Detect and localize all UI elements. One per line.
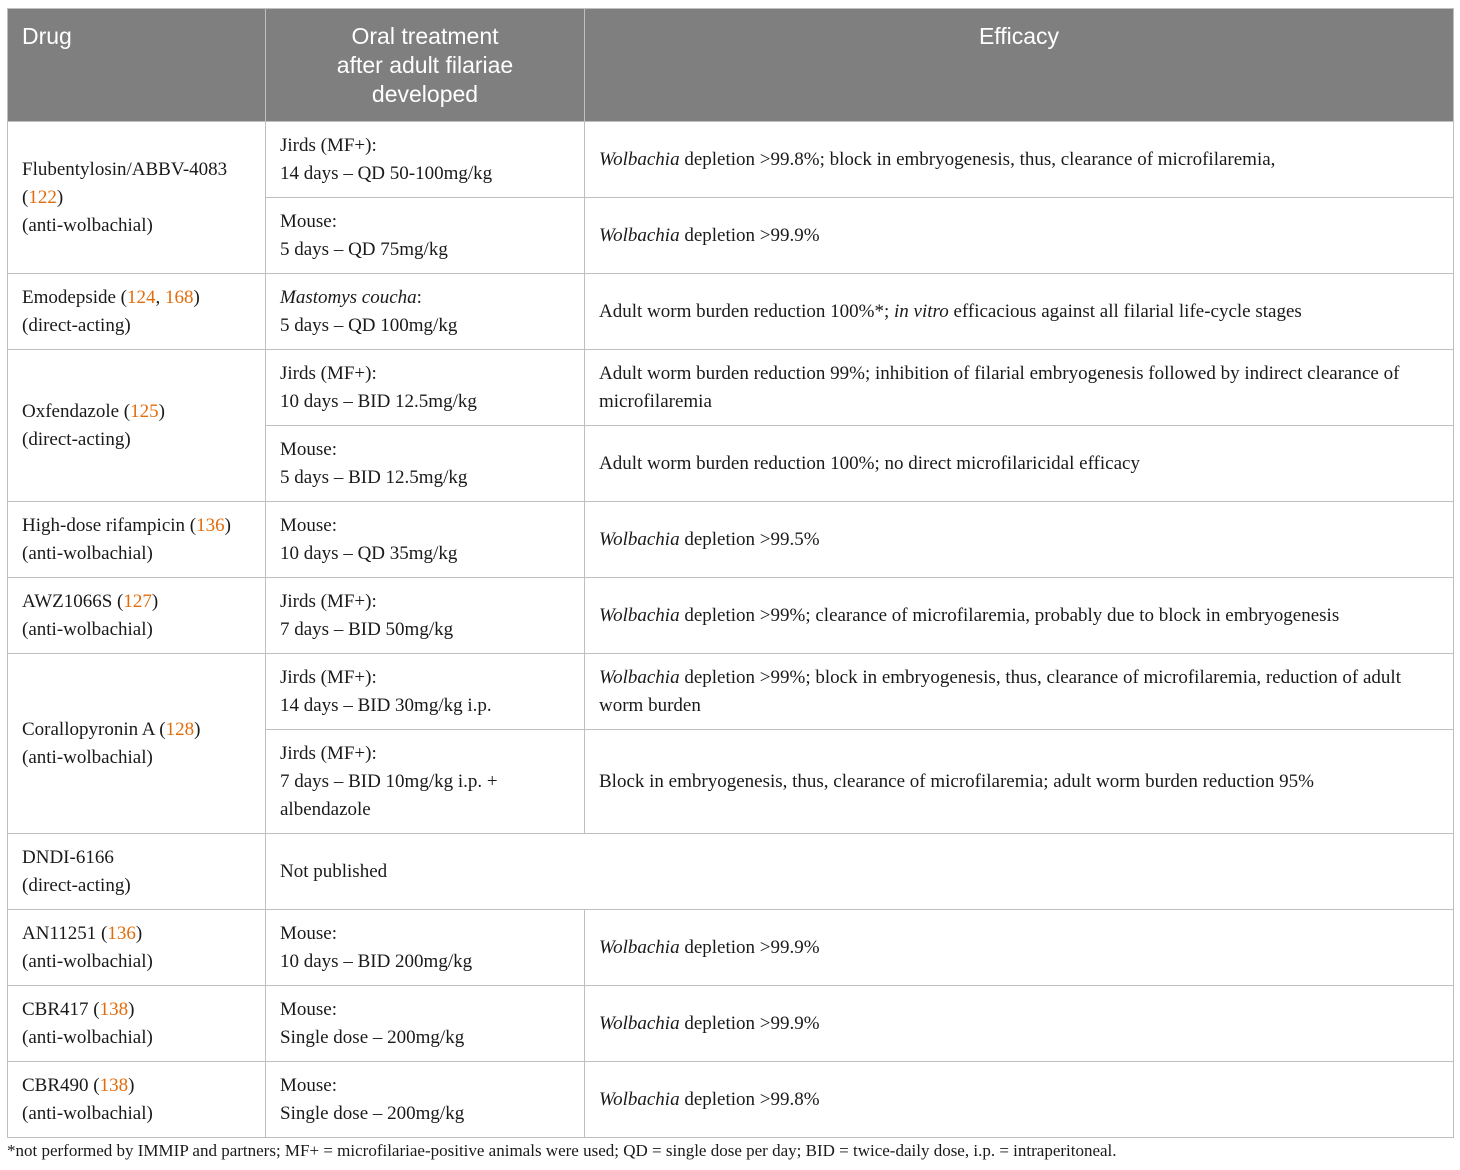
efficacy-cell: Wolbachia depletion >99%; block in embryogenesis, thus, clearance of microfilaremia, reduction of adult worm burden [585,654,1454,730]
treatment-model: Mouse: [280,1074,337,1096]
efficacy-cell: Wolbachia depletion >99.9% [585,986,1454,1062]
not-published-cell: Not published [266,834,1454,910]
drug-class: (anti-wolbachial) [22,618,153,640]
drug-name: AWZ1066S (127) [22,590,159,612]
treatment-model: Jirds (MF+): [280,742,377,764]
treatment-dose: 5 days – QD 75mg/kg [280,238,448,260]
efficacy-cell: Adult worm burden reduction 100%; no direct microfilaricidal efficacy [585,426,1454,502]
drug-name: Corallopyronin A (128) [22,718,201,740]
treatment-dose: Single dose – 200mg/kg [280,1026,465,1048]
drug-name: DNDI-6166 [22,846,114,868]
treatment-cell [266,654,585,730]
drug-class: (direct-acting) [22,428,131,450]
efficacy-cell: Wolbachia depletion >99.9% [585,198,1454,274]
table-row [8,986,1454,1062]
reference-link[interactable]: 125 [130,400,159,422]
drug-cell [8,1062,266,1138]
treatment-model: Mouse: [280,210,337,232]
drug-table-container [7,8,1453,1138]
header-oral-line: Oral treatment [351,23,499,49]
treatment-dose: 5 days – QD 100mg/kg [280,314,458,336]
efficacy-cell: Wolbachia depletion >99.8% [585,1062,1454,1138]
reference-link[interactable]: 122 [28,186,57,208]
reference-link[interactable]: 128 [165,718,195,740]
treatment-model: Jirds (MF+): [280,362,377,384]
treatment-model: Mastomys coucha: [280,286,422,308]
table-row [8,350,1454,426]
treatment-cell [266,910,585,986]
treatment-dose: 7 days – BID 10mg/kg i.p. + [280,770,498,792]
treatment-cell [266,274,585,350]
treatment-model: Mouse: [280,998,337,1020]
efficacy-cell: Wolbachia depletion >99.9% [585,910,1454,986]
treatment-cell [266,350,585,426]
treatment-dose: albendazole [280,798,371,820]
efficacy-cell: Wolbachia depletion >99.8%; block in embryogenesis, thus, clearance of microfilaremia, [585,122,1454,198]
drug-class: (anti-wolbachial) [22,950,153,972]
drug-name: Oxfendazole (125) [22,400,165,422]
treatment-cell [266,426,585,502]
drug-name: Emodepside (124, 168) [22,286,200,308]
drug-name: AN11251 (136) [22,922,143,944]
treatment-model: Jirds (MF+): [280,590,377,612]
treatment-dose: 10 days – BID 200mg/kg [280,950,473,972]
drug-cell [8,274,266,350]
drug-name: CBR417 (138) [22,998,135,1020]
drug-cell [8,986,266,1062]
reference-link[interactable]: 168 [165,286,194,308]
treatment-dose: Single dose – 200mg/kg [280,1102,465,1124]
treatment-dose: 14 days – BID 30mg/kg i.p. [280,694,492,716]
drug-reference: (122) [22,186,64,208]
treatment-model: Mouse: [280,514,337,536]
treatment-dose: 10 days – QD 35mg/kg [280,542,458,564]
table-row [8,122,1454,198]
drug-class: (anti-wolbachial) [22,214,153,236]
treatment-cell [266,578,585,654]
reference-link[interactable]: 138 [99,1074,129,1096]
treatment-cell [266,122,585,198]
table-row [8,1062,1454,1138]
drug-class: (direct-acting) [22,874,131,896]
drug-name: Flubentylosin/ABBV-4083 [22,158,228,180]
reference-link[interactable]: 136 [196,514,225,536]
table-row [8,578,1454,654]
treatment-cell [266,986,585,1062]
treatment-dose: 5 days – BID 12.5mg/kg [280,466,468,488]
treatment-cell [266,502,585,578]
efficacy-cell: Adult worm burden reduction 99%; inhibition of filarial embryogenesis followed by indirect clearance of microfilaremia [585,350,1454,426]
reference-link[interactable]: 138 [99,998,129,1020]
efficacy-cell: Adult worm burden reduction 100%*; in vitro efficacious against all filarial life-cycle stages [585,274,1454,350]
treatment-cell [266,1062,585,1138]
efficacy-cell: Wolbachia depletion >99.5% [585,502,1454,578]
table-row [8,654,1454,730]
table-row [8,274,1454,350]
table-footnote: *not performed by IMMIP and partners; MF+ = microfilariae-positive animals were used; QD = single dose per day; BID = twice-daily dose, i.p. = intraperitoneal. [7,1141,1117,1160]
drug-cell [8,350,266,502]
efficacy-cell: Wolbachia depletion >99%; clearance of microfilaremia, probably due to block in embryogenesis [585,578,1454,654]
header-drug: Drug [8,9,266,122]
treatment-dose: 10 days – BID 12.5mg/kg [280,390,477,412]
treatment-cell [266,730,585,834]
drug-class: (anti-wolbachial) [22,746,153,768]
table-row [8,502,1454,578]
drug-cell [8,578,266,654]
drug-cell [8,654,266,834]
header-row [8,9,1454,122]
reference-link[interactable]: 127 [123,590,152,612]
drug-cell [8,834,266,910]
drug-cell [8,910,266,986]
treatment-dose: 7 days – BID 50mg/kg [280,618,454,640]
treatment-model: Jirds (MF+): [280,666,377,688]
drug-class: (anti-wolbachial) [22,1102,153,1124]
table-row [8,910,1454,986]
treatment-model: Jirds (MF+): [280,134,377,156]
header-efficacy: Efficacy [585,9,1454,122]
reference-link[interactable]: 124 [127,286,156,308]
header-oral-line: after adult filariae [336,52,514,78]
reference-link[interactable]: 136 [107,922,136,944]
treatment-cell [266,198,585,274]
header-oral-line: developed [371,81,479,107]
drug-cell [8,502,266,578]
table-row [8,834,1454,910]
drug-class: (anti-wolbachial) [22,1026,153,1048]
drug-name: High-dose rifampicin (136) [22,514,231,536]
drug-cell [8,122,266,274]
drug-class: (direct-acting) [22,314,131,336]
efficacy-cell: Block in embryogenesis, thus, clearance of microfilaremia; adult worm burden reduction 95% [585,730,1454,834]
treatment-model: Mouse: [280,438,337,460]
drug-class: (anti-wolbachial) [22,542,153,564]
header-oral-treatment [266,9,585,122]
treatment-model: Mouse: [280,922,337,944]
drug-name: CBR490 (138) [22,1074,135,1096]
drug-efficacy-table [7,8,1454,1138]
treatment-dose: 14 days – QD 50-100mg/kg [280,162,493,184]
